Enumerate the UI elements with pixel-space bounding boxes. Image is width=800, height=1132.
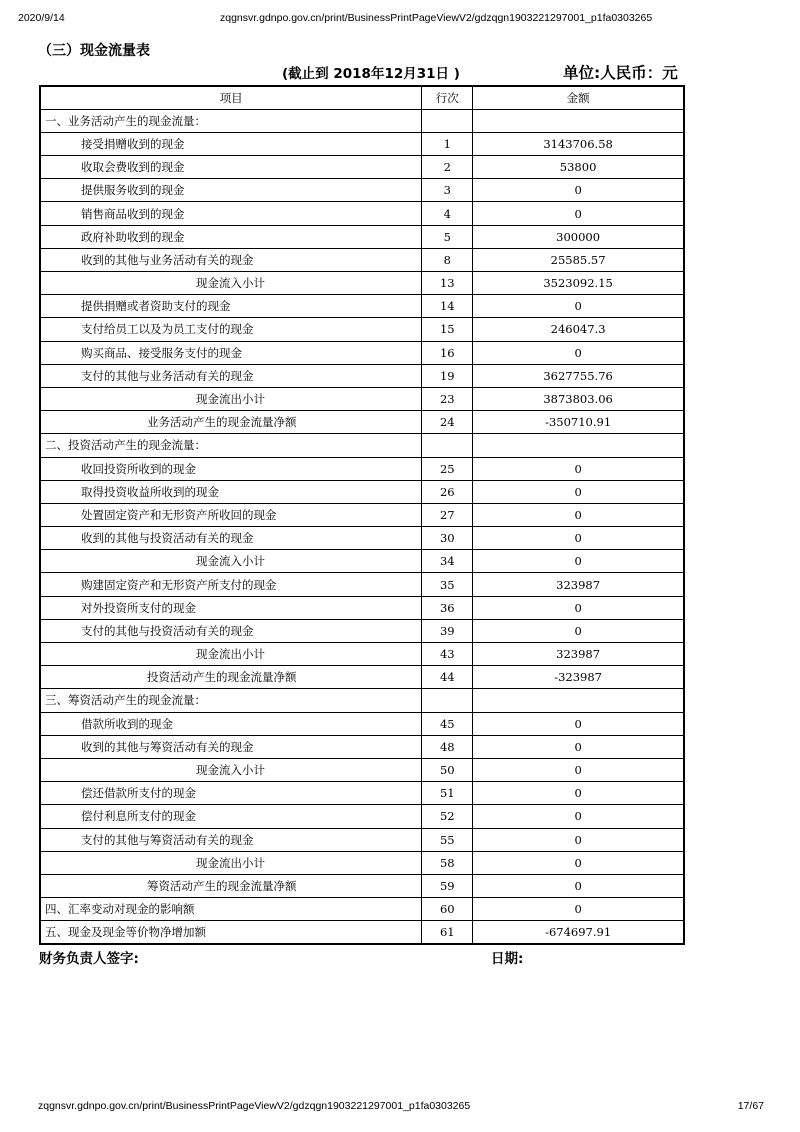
row-line-number: 19 — [422, 364, 473, 387]
row-item-label: 支付的其他与投资活动有关的现金 — [40, 619, 422, 642]
row-line-number: 30 — [422, 527, 473, 550]
row-amount: 3873803.06 — [473, 387, 684, 410]
row-line-number: 27 — [422, 503, 473, 526]
column-header-amount: 金额 — [473, 86, 684, 109]
row-amount: 0 — [473, 550, 684, 573]
row-item-label: 收到的其他与投资活动有关的现金 — [40, 527, 422, 550]
table-row — [40, 341, 684, 364]
row-item-label: 处置固定资产和无形资产所收回的现金 — [40, 503, 422, 526]
row-item-label: 现金流出小计 — [40, 851, 422, 874]
row-amount: 0 — [473, 457, 684, 480]
signature-label: 财务负责人签字: — [39, 951, 139, 967]
row-line-number: 3 — [422, 179, 473, 202]
row-amount: 0 — [473, 758, 684, 781]
row-line-number: 5 — [422, 225, 473, 248]
table-row — [40, 573, 684, 596]
row-line-number: 43 — [422, 643, 473, 666]
table-row — [40, 457, 684, 480]
row-item-label: 偿还借款所支付的现金 — [40, 782, 422, 805]
cash-flow-table — [39, 85, 685, 945]
row-line-number: 55 — [422, 828, 473, 851]
row-amount: -350710.91 — [473, 411, 684, 434]
row-line-number: 1 — [422, 132, 473, 155]
row-line-number: 52 — [422, 805, 473, 828]
table-row — [40, 527, 684, 550]
currency-unit: 单位:人民币：元 — [563, 64, 678, 82]
row-line-number: 4 — [422, 202, 473, 225]
table-row — [40, 735, 684, 758]
table-row — [40, 202, 684, 225]
row-amount: 3523092.15 — [473, 272, 684, 295]
row-item-label: 偿付利息所支付的现金 — [40, 805, 422, 828]
row-amount: -323987 — [473, 666, 684, 689]
row-amount: 0 — [473, 619, 684, 642]
table-row — [40, 434, 684, 457]
row-amount: 0 — [473, 828, 684, 851]
table-row — [40, 225, 684, 248]
print-date: 2020/9/14 — [18, 12, 65, 24]
row-line-number: 44 — [422, 666, 473, 689]
row-item-label: 支付的其他与筹资活动有关的现金 — [40, 828, 422, 851]
table-row — [40, 921, 684, 944]
table-row — [40, 411, 684, 434]
table-row — [40, 758, 684, 781]
table-row — [40, 387, 684, 410]
row-amount: 0 — [473, 179, 684, 202]
row-amount: 0 — [473, 480, 684, 503]
row-amount: 0 — [473, 898, 684, 921]
row-line-number: 58 — [422, 851, 473, 874]
row-line-number: 2 — [422, 156, 473, 179]
row-amount: 3627755.76 — [473, 364, 684, 387]
table-row — [40, 156, 684, 179]
row-item-label: 对外投资所支付的现金 — [40, 596, 422, 619]
table-row — [40, 619, 684, 642]
table-row — [40, 898, 684, 921]
row-line-number: 36 — [422, 596, 473, 619]
row-item-label: 收到的其他与筹资活动有关的现金 — [40, 735, 422, 758]
row-line-number — [422, 689, 473, 712]
table-row — [40, 109, 684, 132]
row-amount: 0 — [473, 851, 684, 874]
row-amount — [473, 109, 684, 132]
row-item-label: 支付给员工以及为员工支付的现金 — [40, 318, 422, 341]
table-row — [40, 782, 684, 805]
table-row — [40, 132, 684, 155]
row-item-label: 五、现金及现金等价物净增加额 — [40, 921, 422, 944]
row-amount: 0 — [473, 202, 684, 225]
row-item-label: 现金流出小计 — [40, 643, 422, 666]
table-row — [40, 874, 684, 897]
row-line-number: 14 — [422, 295, 473, 318]
row-line-number: 8 — [422, 248, 473, 271]
cash-flow-table-body — [40, 109, 684, 944]
row-item-label: 提供服务收到的现金 — [40, 179, 422, 202]
row-amount: 300000 — [473, 225, 684, 248]
row-amount: 0 — [473, 712, 684, 735]
table-row — [40, 596, 684, 619]
row-item-label: 二、投资活动产生的现金流量： — [40, 434, 422, 457]
row-line-number: 35 — [422, 573, 473, 596]
table-row — [40, 318, 684, 341]
row-item-label: 取得投资收益所收到的现金 — [40, 480, 422, 503]
table-row — [40, 179, 684, 202]
row-item-label: 现金流入小计 — [40, 758, 422, 781]
table-row — [40, 503, 684, 526]
row-amount: 0 — [473, 735, 684, 758]
table-row — [40, 364, 684, 387]
row-amount: 246047.3 — [473, 318, 684, 341]
row-amount: 0 — [473, 874, 684, 897]
row-line-number: 34 — [422, 550, 473, 573]
row-amount: 0 — [473, 503, 684, 526]
row-line-number: 50 — [422, 758, 473, 781]
column-header-line: 行次 — [422, 86, 473, 109]
table-row — [40, 666, 684, 689]
date-label: 日期: — [491, 951, 524, 967]
report-period: (截止到 2018年12月31日 ) — [282, 66, 460, 82]
row-amount — [473, 689, 684, 712]
print-header-url: zqgnsvr.gdnpo.gov.cn/print/BusinessPrintPageViewV2/gdzqgn1903221297001_p1fa0303265 — [220, 12, 653, 24]
row-amount — [473, 434, 684, 457]
row-line-number: 60 — [422, 898, 473, 921]
table-row — [40, 272, 684, 295]
row-line-number: 24 — [422, 411, 473, 434]
column-header-item: 项目 — [40, 86, 422, 109]
row-line-number: 13 — [422, 272, 473, 295]
row-item-label: 政府补助收到的现金 — [40, 225, 422, 248]
table-row — [40, 689, 684, 712]
row-amount: 0 — [473, 596, 684, 619]
row-amount: 323987 — [473, 573, 684, 596]
row-line-number: 39 — [422, 619, 473, 642]
row-item-label: 现金流入小计 — [40, 550, 422, 573]
row-amount: 0 — [473, 295, 684, 318]
print-footer-url: zqgnsvr.gdnpo.gov.cn/print/BusinessPrintPageViewV2/gdzqgn1903221297001_p1fa0303265 — [38, 1100, 471, 1112]
row-line-number: 59 — [422, 874, 473, 897]
row-item-label: 收取会费收到的现金 — [40, 156, 422, 179]
row-amount: 53800 — [473, 156, 684, 179]
row-item-label: 购买商品、接受服务支付的现金 — [40, 341, 422, 364]
row-line-number: 48 — [422, 735, 473, 758]
table-header-row — [40, 86, 684, 109]
row-line-number: 16 — [422, 341, 473, 364]
row-item-label: 接受捐赠收到的现金 — [40, 132, 422, 155]
row-amount: 323987 — [473, 643, 684, 666]
row-item-label: 四、汇率变动对现金的影响额 — [40, 898, 422, 921]
section-title: （三）现金流量表 — [38, 43, 150, 59]
row-item-label: 筹资活动产生的现金流量净额 — [40, 874, 422, 897]
row-line-number: 26 — [422, 480, 473, 503]
row-amount: 0 — [473, 805, 684, 828]
table-row — [40, 248, 684, 271]
row-item-label: 业务活动产生的现金流量净额 — [40, 411, 422, 434]
row-amount: 0 — [473, 527, 684, 550]
row-item-label: 提供捐赠或者资助支付的现金 — [40, 295, 422, 318]
row-item-label: 支付的其他与业务活动有关的现金 — [40, 364, 422, 387]
row-item-label: 现金流出小计 — [40, 387, 422, 410]
row-item-label: 销售商品收到的现金 — [40, 202, 422, 225]
row-item-label: 购建固定资产和无形资产所支付的现金 — [40, 573, 422, 596]
table-row — [40, 643, 684, 666]
row-amount: -674697.91 — [473, 921, 684, 944]
row-item-label: 三、筹资活动产生的现金流量： — [40, 689, 422, 712]
table-row — [40, 295, 684, 318]
table-row — [40, 480, 684, 503]
row-amount: 0 — [473, 782, 684, 805]
row-line-number — [422, 434, 473, 457]
table-row — [40, 712, 684, 735]
row-item-label: 一、业务活动产生的现金流量： — [40, 109, 422, 132]
row-item-label: 收到的其他与业务活动有关的现金 — [40, 248, 422, 271]
table-row — [40, 550, 684, 573]
row-item-label: 投资活动产生的现金流量净额 — [40, 666, 422, 689]
table-row — [40, 805, 684, 828]
row-line-number: 45 — [422, 712, 473, 735]
page-number: 17/67 — [737, 1100, 764, 1112]
row-line-number: 23 — [422, 387, 473, 410]
row-line-number — [422, 109, 473, 132]
row-line-number: 51 — [422, 782, 473, 805]
row-item-label: 收回投资所收到的现金 — [40, 457, 422, 480]
row-line-number: 61 — [422, 921, 473, 944]
table-row — [40, 851, 684, 874]
row-amount: 25585.57 — [473, 248, 684, 271]
row-amount: 0 — [473, 341, 684, 364]
row-amount: 3143706.58 — [473, 132, 684, 155]
row-item-label: 借款所收到的现金 — [40, 712, 422, 735]
row-line-number: 15 — [422, 318, 473, 341]
row-line-number: 25 — [422, 457, 473, 480]
table-row — [40, 828, 684, 851]
row-item-label: 现金流入小计 — [40, 272, 422, 295]
